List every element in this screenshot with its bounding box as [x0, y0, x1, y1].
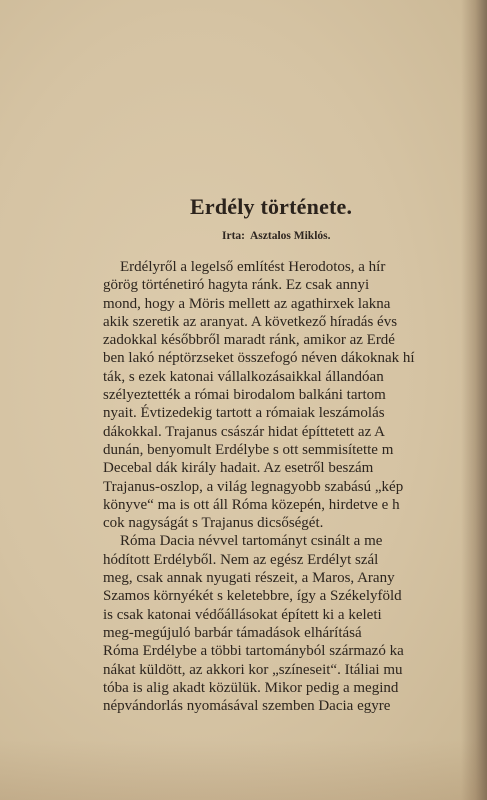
text-line: dákokkal. Trajanus császár hidat építtetett az A: [103, 423, 386, 440]
article-title: Erdély története.: [190, 194, 353, 219]
text-line: tóba is alig akadt közülük. Mikor pedig a megind: [103, 679, 399, 696]
text-line: cok nagyságát s Trajanus dicsőségét.: [103, 515, 324, 532]
text-line: akik szeretik az aranyat. A következő híradás évs: [103, 313, 398, 330]
text-line: népvándorlás nyomásával szemben Dacia egyre: [103, 698, 391, 715]
text-line: Róma Erdélybe a többi tartományból származó ka: [103, 643, 404, 660]
text-line: meg-megújuló barbár támadások elhárításá: [103, 624, 362, 641]
article-byline: [222, 230, 336, 242]
text-line: nyait. Évtizedekig tartott a rómaiak leszámolás: [103, 405, 385, 422]
text-line: könyve“ ma is ott áll Róma közepén, hirdetve e h: [103, 496, 400, 513]
text-line: görög történetiró hagyta ránk. Ez csak annyi: [103, 277, 370, 294]
text-line: dunán, benyomult Erdélybe s ott semmisítette m: [103, 441, 394, 458]
text-line: hódított Erdélyből. Nem az egész Erdélyt szál: [103, 551, 379, 568]
text-line: Szamos környékét s keletebbre, így a Székelyföld: [103, 588, 402, 605]
text-line: nákat küldött, az akkori kor „színeseit“. Itáliai mu: [103, 661, 403, 678]
text-line: ták, s ezek katonai vállalkozásaikkal állandóan: [103, 368, 384, 385]
text-line: ben lakó néptörzseket összefogó néven dákoknak hí: [103, 350, 415, 367]
text-line: Róma Dacia névvel tartományt csinált a me: [120, 533, 383, 550]
text-line: Trajanus-oszlop, a világ legnagyobb szabású „kép: [103, 478, 404, 495]
page-bottom-shade: [0, 740, 487, 800]
text-line: Decebal dák király hadait. Az esetről beszám: [103, 460, 374, 477]
byline-prefix: Irta:: [222, 230, 245, 242]
text-line: szélyeztették a római birodalom balkáni tartom: [103, 387, 386, 404]
byline-author: Asztalos Miklós.: [250, 230, 331, 242]
text-line: meg, csak annak nyugati részeit, a Maros, Arany: [103, 570, 395, 587]
text-line: mond, hogy a Möris mellett az agathirxek lakna: [103, 295, 391, 312]
text-line: Erdélyről a legelső említést Herodotos, a hír: [120, 259, 386, 275]
text-line: zadokkal későbbről maradt ránk, amikor az Erdé: [103, 332, 395, 349]
article-body: [103, 258, 487, 715]
text-line: is csak katonai védőállásokat épített ki a keleti: [103, 606, 382, 623]
